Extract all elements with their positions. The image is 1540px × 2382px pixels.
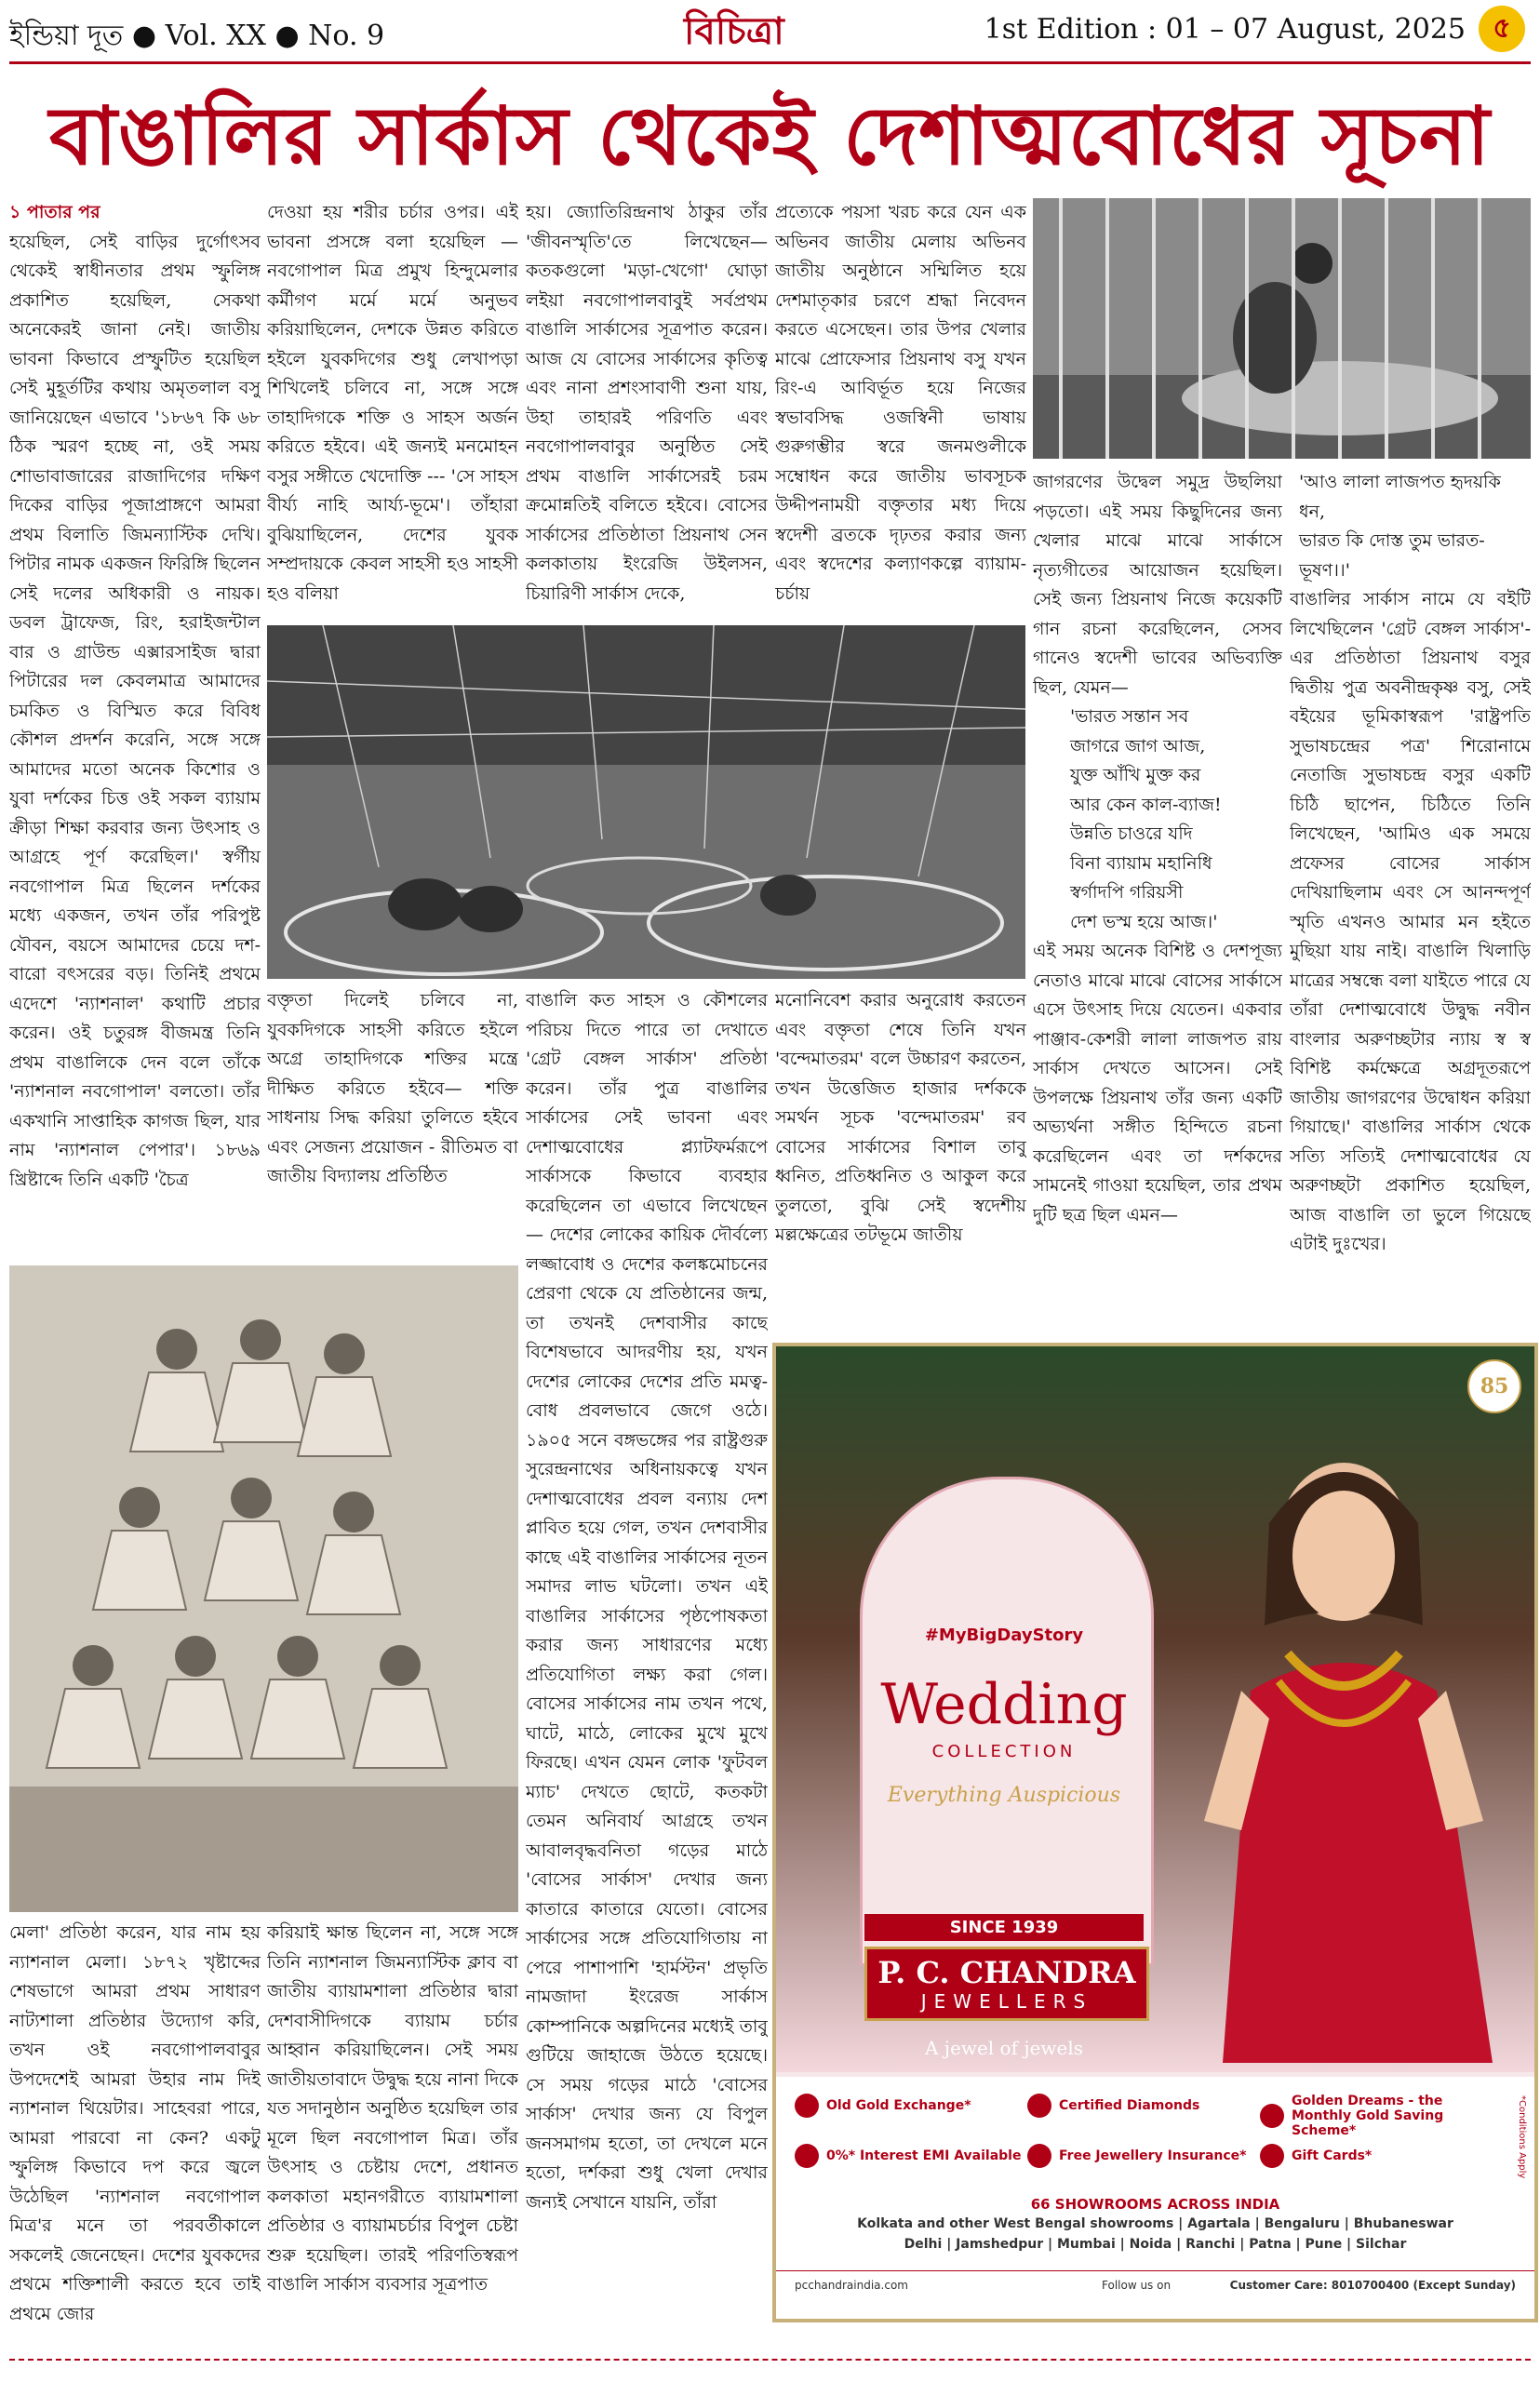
column-4-mid (775, 986, 1026, 1335)
pc-chandra-advertisement[interactable] (772, 1343, 1538, 2322)
column-5-bottom-text: এই সময় অনেক বিশিষ্ট ও দেশপূজ্য নেতাও মাঝে মাঝে বোসের সার্কাসে এসে উৎসাহ দিয়ে যেতেন। একবার পাঞ্জাব-কেশরী লালা লাজপত রায় সার্কাস দেখতে আসেন। সেই উপলক্ষে প্রিয়নাথ তাঁর জন্য একটি অভ্যর্থনা সঙ্গীত হিন্দিতে রচনা করেছিলেন এবং তা দর্শকদের সামনেই গাওয়া হয়েছিল, তার প্রথম দুটি ছত্র ছিল এমন— (1033, 941, 1282, 1225)
feature-old-gold: Old Gold Exchange* (795, 2094, 1074, 2118)
column-5-top-text: জাগরণের উদ্বেল সমুদ্র উছলিয়া পড়তো। এই সময় কিছুদিনের জন্য খেলার মাঝে মাঝে সার্কাসে নৃত্যগীতের আয়োজন হয়েছিল। সেই জন্য প্রিয়নাথ নিজে কয়েকটি গান রচনা করেছিলেন, সেসব গানেও স্বদেশী ভাবের অভিব্যক্তি ছিল, যেমন— (1033, 472, 1282, 698)
bride-model-image (1167, 1384, 1520, 2063)
tiger-cage-photo (1033, 198, 1531, 459)
gift-icon (1260, 2144, 1284, 2168)
edition-date: 1st Edition : 01 – 07 August, 2025 (984, 13, 1466, 46)
publication-info: ইন্ডিয়া দূত ● Vol. XX ● No. 9 (9, 20, 385, 52)
section-title: বিচিত্রা (684, 9, 784, 53)
page-number: ৫ (1479, 6, 1525, 52)
ad-tagline: Everything Auspicious (887, 1784, 1121, 1807)
ad-hashtag: #MyBigDayStory (924, 1626, 1084, 1645)
continued-from: ১ পাতার পর (9, 202, 100, 222)
brand-name: P. C. CHANDRA (877, 1955, 1136, 1990)
column-4-top-text: প্রত্যেকে পয়সা খরচ করে যেন এক অভিনব জাতীয় মেলায় অভিনব জাতীয় অনুষ্ঠানে সম্মিলিত হয়ে দেশমাতৃকার চরণে শ্রদ্ধা নিবেদন করতে এসেছেন। তার উপর খেলার মাঝে প্রোফেসার প্রিয়নাথ বসু যখন রিং-এ আবির্ভূত হয়ে নিজের স্বভাবসিদ্ধ ওজস্বিনী ভাষায় গুরুগম্ভীর স্বরে জনমণ্ডলীকে সম্বোধন করে জাতীয় ভাবসূচক উদ্দীপনাময়ী বক্তৃতার মধ্য দিয়ে স্বদেশী ব্রতকে দৃঢ়তর করার জন্য এবং স্বদেশের কল্যাণকল্পে ব্যায়াম-চর্চায় (775, 202, 1026, 604)
brand-logo (864, 1947, 1149, 2021)
song-verse-2: 'আও লালা লাজপত হৃদয়কি ধন, ভারত কি দোস্ত তুম ভারত-ভূষণ।।' (1299, 472, 1501, 581)
feature-insurance: Free Jewellery Insurance* (1027, 2144, 1306, 2168)
column-4-top (775, 198, 1026, 617)
headline: বাঙালির সার্কাস থেকেই দেশাত্মবোধের সূচনা (49, 89, 1491, 183)
brand-sub: JEWELLERS (920, 1990, 1093, 2013)
ad-since: SINCE 1939 (864, 1914, 1144, 1941)
column-6 (1290, 468, 1531, 1343)
column-2-mid (267, 986, 518, 1247)
column-1 (9, 198, 261, 1259)
shield-icon (1027, 2144, 1051, 2168)
song-verse-1: 'ভারত সন্তান সব জাগরে জাগ আজ, যুক্ত আঁখি মুক্ত কর আর কেন কাল-ব্যাজ! উন্নতি চাওরে যদি বিনা ব্যায়াম মহানিধি স্বর্গাদপি গরিয়সী দেশ ভস্ম হয়ে আজ।' (1070, 706, 1222, 932)
column-2-mid-text: বক্তৃতা দিলেই চলিবে না, যুবকদিগকে সাহসী করিতে হইলে অগ্রে তাহাদিগকে শক্তির মন্ত্রে দীক্ষিত করিতে হইবে— শক্তি সাধনায় সিদ্ধ করিয়া তুলিতে হইবে এবং সেজন্য প্রয়োজন - রীতিমত বা জাতীয় বিদ্যালয় প্রতিষ্ঠিত (267, 990, 518, 1186)
column-6-text: বাঙালির সার্কাস নামে যে বইটি লিখেছিলেন 'গ্রেট বেঙ্গল সার্কাস'-এর প্রতিষ্ঠাতা প্রিয়নাথ বসুর দ্বিতীয় পুত্র অবনীন্দ্রকৃষ্ণ বসু, সেই বইয়ের ভূমিকাস্বরূপ 'রাষ্ট্রপতি সুভাষচন্দ্রের পত্র' শিরোনামে নেতাজি সুভাষচন্দ্র বসুর একটি চিঠি ছাপেন, চিঠিতে তিনি লিখেছেন, 'আমিও এক সময়ে প্রফেসর বোসের সার্কাস দেখিয়াছিলাম এবং সে আনন্দপূর্ণ স্মৃতি এখনও আমার মন হইতে মুছিয়া যায় নাই। বাঙালি খিলাড়ি মাত্রের সম্বন্ধে বলা যাইতে পারে যে তাঁরা দেশাত্মবোধে উদ্বুদ্ধ নবীন বাংলার অরুণচ্ছটার ন্যায় স্ব স্ব বিশিষ্ট কর্মক্ষেত্রে অগ্রদূতরূপে জাতীয় জাগরণের উদ্বোধন করিয়া গিয়াছে।' বাঙালির সার্কাস থেকে সত্যি সত্যিই দেশাত্মবোধের যে অরুণচ্ছটা প্রকাশিত হয়েছিল, আজ বাঙালি তা ভুলে গিয়েছে এটাই দুঃখের। (1290, 589, 1531, 1254)
ad-footer (776, 2270, 1534, 2299)
feature-golden-dreams: Golden Dreams - the Monthly Gold Saving Scheme* (1260, 2094, 1493, 2138)
ad-subtitle: COLLECTION (931, 1742, 1077, 1761)
piggy-bank-icon (1260, 2104, 1284, 2128)
customer-care: Customer Care: 8010700400 (Except Sunday) (1229, 2279, 1516, 2292)
gold-coin-icon (795, 2094, 819, 2118)
column-3-top (526, 198, 768, 617)
feature-gift-cards: Gift Cards* (1260, 2144, 1538, 2168)
ad-info-strip (776, 2077, 1534, 2319)
column-4-mid-text: মনোনিবেশ করার অনুরোধ করতেন এবং বক্তৃতা শেষে তিনি যখন 'বন্দেমাতরম' বলে উচ্চারণ করতেন, তখন উত্তেজিত হাজার দর্শককে সমর্থন সূচক 'বন্দেমাতরম' রব বোসের সার্কাসের বিশাল তাবু ধ্বনিত, প্রতিধ্বনিত ও আকুল করে তুলতো, বুঝি সেই স্বদেশীয় মল্লক্ষেত্রের তটভূমে জাতীয় (775, 990, 1026, 1245)
ad-slogan: A jewel of jewels (925, 2037, 1083, 2059)
diamond-icon (1027, 2094, 1051, 2118)
column-1-bottom-text: মেলা' প্রতিষ্ঠা করেন, যার নাম হয় ন্যাশনাল মেলা। ১৮৭২ খৃষ্টাব্দের শেষভাগে আমরা প্রথম সাধারণ নাট্যশালা প্রতিষ্ঠার উদ্যোগ করি, তখন ওই নবগোপালবাবুর উপদেশেই আমরা উহার নাম দিই ন্যাশনাল থিয়েটার। সাহেবরা পারে, আমরা পারবো না কেন? একটু স্ফুলিঙ্গ কিভাবে দপ করে জ্বলে উঠেছিল 'ন্যাশনাল নবগোপাল মিত্র'র মনে তা পরবর্তীকালে সকলেই জেনেছেন। দেশের যুবকদের প্রথমে শক্তিশালী করতে হবে তাই প্রথমে জোর (9, 1922, 261, 2324)
column-3-mid (526, 986, 768, 2359)
header-rule (9, 61, 1531, 64)
social-follow: Follow us on (1102, 2279, 1172, 2292)
column-2-bottom-text: করিয়াই ক্ষান্ত ছিলেন না, সঙ্গে সঙ্গে তিনি ন্যাশনাল জিমন্যাস্টিক ক্লাব বা জাতীয় ব্যায়ামশালা প্রতিষ্ঠার দ্বারা দেশবাসীদিগকে ব্যায়াম চর্চার আহ্বান করিয়াছিলেন। সেই সময় জাতীয়তাবাদে উদ্বুদ্ধ হয়ে নানা দিকে যত সদানুষ্ঠান অনুষ্ঠিত হয়েছিল তার মূলে ছিল নবগোপাল মিত্র। তাঁর উৎসাহ ও চেষ্টায় দেশে, প্রধানত কলকাতা মহানগরীতে ব্যায়ামশালা প্রতিষ্ঠার ও ব্যায়ামচর্চার বিপুল চেষ্টা শুরু হয়েছিল। তারই পরিণতিস্বরূপ বাঙালি সার্কাস ব্যবসার সূত্রপাত (267, 1922, 518, 2295)
percent-icon (795, 2144, 819, 2168)
column-3-mid-text: বাঙালি কত সাহস ও কৌশলের পরিচয় দিতে পারে তা দেখাতে 'গ্রেট বেঙ্গল সার্কাস' প্রতিষ্ঠা করেন। তাঁর পুত্র বাঙালির সার্কাসের সেই ভাবনা এবং দেশাত্মবোধের প্ল্যাটফর্মরূপে সার্কাসকে কিভাবে ব্যবহার করেছিলেন তা এভাবে লিখেছেন— দেশের লোকের কায়িক দৌর্বল্যে লজ্জাবোধ ও দেশের কলঙ্কমোচনের প্রেরণা থেকে যে প্রতিষ্ঠানের জন্ম, তা তখনই দেশবাসীর কাছে বিশেষভাবে আদরণীয় হয়, যখন দেশের লোকের দেশের প্রতি মমত্ব-বোধ প্রবলভাবে জেগে ওঠে। ১৯০৫ সনে বঙ্গভঙ্গের পর রাষ্ট্রগুরু সুরেন্দ্রনাথের অধিনায়কত্বে যখন দেশাত্মবোধের প্রবল বন্যায় দেশ প্লাবিত হয়ে গেল, তখন দেশবাসীর কাছে এই বাঙালির সার্কাসের নূতন সমাদর লাভ ঘটলো। তখন এই বাঙালির সার্কাসের পৃষ্ঠপোষকতা করার জন্য সাধারণের মধ্যে প্রতিযোগিতা লক্ষ্য করা গেল। বোসের সার্কাসের নাম তখন পথে, ঘাটে, মাঠে, লোকের মুখে মুখে ফিরছে। এখন যেমন লোক 'ফুটবল ম্যাচ' দেখতে ছোটে, কতকটা তেমন অনিবার্য আগ্রহে তখন আবালবৃদ্ধবনিতা গড়ের মাঠে 'বোসের সার্কাস' দেখার জন্য কাতারে কাতারে যেতো। বোসের সার্কাসের সঙ্গে প্রতিযোগিতায় না পেরে পাশাপাশি 'হার্মস্টন' প্রভৃতি নামজাদা ইংরেজ সার্কাস কোম্পানিকে অল্পদিনের মধ্যেই তাবু গুটিয়ে জাহাজে উঠতে হয়েছে। সে সময় গড়ের মাঠে 'বোসের সার্কাস' দেখার জন্য যে বিপুল জনসমাগম হতো, তা দেখলে মনে হতো, দর্শকরা শুধু খেলা দেখার জন্যই সেখানে যায়নি, তাঁরা (526, 990, 768, 2213)
masthead (9, 0, 1531, 56)
conditions-apply: *Conditions Apply (1517, 2095, 1527, 2179)
column-2-top-text: দেওয়া হয় শরীর চর্চার ওপর। এই ভাবনা প্রসঙ্গে বলা হয়েছিল — নবগোপাল মিত্র প্রমুখ হিন্দুমেলার কর্মীগণ মর্মে মর্মে অনুভব করিয়াছিলেন, দেশকে উন্নত করিতে হইলে যুবকদিগের শুধু লেখাপড়া শিখিলেই চলিবে না, সঙ্গে সঙ্গে তাহাদিগকে শক্তি ও সাহস অর্জন করিতে হইবে। এই জন্যই মনমোহন বসুর সঙ্গীতে খেদোক্তি --- 'সে সাহস বীর্য্য নাহি আর্য্য-ভূমে'। তাঁহারা বুঝিয়াছিলেন, দেশের যুবক সম্প্রদায়কে কেবল সাহসী হও সাহসী হও বলিয়া (267, 202, 518, 604)
feature-emi: 0%* Interest EMI Available (795, 2144, 1074, 2168)
feature-diamonds: Certified Diamonds (1027, 2094, 1306, 2118)
column-1-text: হয়েছিল, সেই বাড়ির দুর্গোৎসব থেকেই স্বাধীনতার প্রথম স্ফুলিঙ্গ প্রকাশিত হয়েছিল, সেকথা অনেকেরই জানা নেই। জাতীয় ভাবনা কিভাবে প্রস্ফুটিত হয়েছিল সেই মুহূর্তটির কথায় অমৃতলাল বসু জানিয়েছেন এভাবে '১৮৬৭ কি ৬৮ ঠিক স্মরণ হচ্ছে না, ওই সময় শোভাবাজারের রাজাদিগের দক্ষিণ দিকের বাড়ির পূজাপ্রাঙ্গণে আমরা প্রথম বিলাতি জিমন্যাস্টিক দেখি। পিটার নামক একজন ফিরিঙ্গি ছিলেন সেই দলের অধিকারী ও নায়ক। ডবল ট্রাফেজ, রিং, হরাইজন্টাল বার ও গ্রাউন্ড এক্সারসাইজ দ্বারা পিটারের দল কেবলমাত্র আমাদের চমকিত ও বিস্মিত করে বিবিধ কৌশল প্রদর্শন করেনি, সঙ্গে সঙ্গে আমাদের মতো অনেক কিশোর ও যুবা দর্শকের চিত্ত ওই সকল ব্যায়াম ক্রীড়া শিক্ষা করবার জন্য উৎসাহ ও আগ্রহে পূর্ণ করেছিল।' স্বর্গীয় নবগোপাল মিত্র ছিলেন দর্শকের মধ্যে একজন, তখন তাঁর পরিপুষ্ট যৌবন, বয়সে আমাদের চেয়ে দশ-বারো বৎসরের বড়। তিনিই প্রথমে এদেশে 'ন্যাশনাল' কথাটি প্রচার করেন। ওই চতুরঙ্গ বীজমন্ত্র তিনি প্রথম বাঙালিকে দেন বলে তাঁকে 'ন্যাশনাল নবগোপাল' বলতো। তাঁর একখানি সাপ্তাহিক কাগজ ছিল, যার নাম 'ন্যাশনাল পেপার'। ১৮৬৯ খ্রিষ্টাব্দে তিনি একটি 'চৈত্র (9, 231, 261, 1190)
circus-arena-photo (267, 625, 1025, 979)
column-2-bottom (267, 1919, 518, 2359)
column-2-top (267, 198, 518, 617)
anniversary-badge: 85 (1467, 1359, 1521, 1413)
column-1-bottom (9, 1919, 261, 2359)
ad-title: Wedding (880, 1672, 1128, 1737)
acrobat-girls-photo (9, 1265, 518, 1912)
column-5 (1033, 468, 1282, 1343)
page-bottom-border (9, 2359, 1531, 2366)
column-3-top-text: হয়। জ্যোতিরিন্দ্রনাথ ঠাকুর তাঁর 'জীবনস্মৃতি'তে লিখেছেন— কতকগুলো 'মড়া-খেগো' ঘোড়া লইয়া নবগোপালবাবুই সর্বপ্রথম বাঙালি সার্কাসের সূত্রপাত করেন। আজ যে বোসের সার্কাসের কৃতিত্ব এবং নানা প্রশংসাবাণী শুনা যায়, উহা তাহারই পরিণতি এবং নবগোপালবাবুর অনুষ্ঠিত সেই প্রথম বাঙালি সার্কাসেরই চরম ক্রমোন্নতিই বলিতে হইবে। বোসের সার্কাসের প্রতিষ্ঠাতা প্রিয়নাথ সেন কলকাতায় ইংরেজি উইলসন, চিয়ারিণী সার্কাস দেকে, (526, 202, 768, 604)
showroom-cities-2: Delhi | Jamshedpur | Mumbai | Noida | Ranchi | Patna | Pune | Silchar (904, 2237, 1407, 2252)
showroom-count: 66 SHOWROOMS ACROSS INDIA (1030, 2196, 1280, 2213)
website-link[interactable]: pcchandraindia.com (795, 2279, 908, 2292)
showroom-cities-1: Kolkata and other West Bengal showrooms | Agartala | Bengaluru | Bhubaneswar (857, 2216, 1453, 2231)
